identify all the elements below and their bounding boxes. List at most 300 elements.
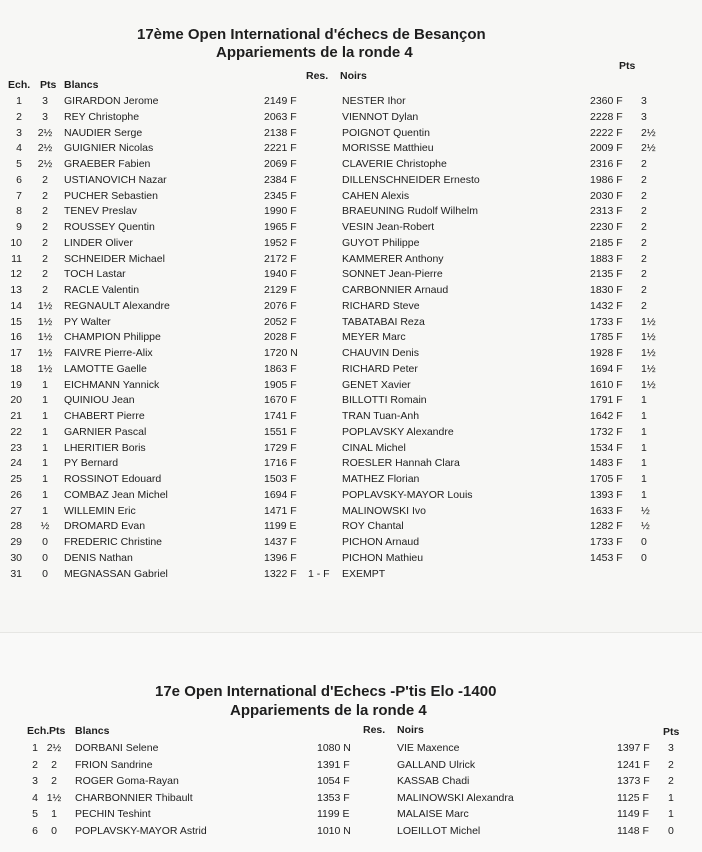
board-number: 8	[16, 205, 22, 218]
black-points: 2	[641, 221, 647, 233]
header-black-points: Pts	[619, 60, 636, 72]
table-row	[0, 142, 702, 158]
white-rating: 1940 F	[264, 268, 297, 281]
black-rating: 2009 F	[590, 142, 623, 155]
white-player: FRION Sandrine	[75, 758, 153, 771]
white-player: CHARBONNIER Thibault	[75, 791, 193, 804]
white-player: DENIS Nathan	[64, 551, 133, 564]
result: 1 - F	[308, 567, 330, 580]
white-player: REY Christophe	[64, 110, 140, 123]
white-player: GARNIER Pascal	[64, 425, 147, 438]
black-rating: 2135 F	[590, 268, 623, 281]
board-number: 31	[10, 567, 22, 580]
black-rating: 2228 F	[590, 110, 623, 123]
black-points: 1	[641, 425, 647, 438]
white-points: 0	[42, 551, 48, 564]
white-points: 3	[42, 95, 48, 107]
black-player: MALAISE Marc	[397, 808, 469, 821]
black-points: 1	[641, 473, 647, 485]
black-rating: 2185 F	[590, 236, 623, 249]
white-rating: 1010 N	[317, 825, 351, 837]
white-rating: 1054 F	[317, 775, 350, 788]
board-number: 28	[10, 520, 22, 533]
black-player: PICHON Mathieu	[342, 551, 424, 564]
table-row	[0, 457, 702, 473]
white-points: 1	[42, 410, 48, 422]
table-row	[0, 237, 702, 253]
board-number: 24	[10, 457, 22, 470]
board-number: 4	[32, 791, 38, 804]
black-rating: 2313 F	[590, 205, 623, 218]
white-points: 1	[42, 378, 48, 391]
white-player: QUINIOU Jean	[64, 394, 135, 407]
black-player: BILLOTTI Romain	[342, 394, 427, 407]
white-rating: 1905 F	[264, 378, 297, 391]
black-rating: 2230 F	[590, 221, 623, 233]
white-points: 2	[42, 236, 48, 249]
white-player: PECHIN Teshint	[75, 808, 151, 821]
black-player: DILLENSCHNEIDER Ernesto	[342, 173, 480, 186]
tournament-title-small: 17e Open International d'Echecs -P'tis Elo -1400	[155, 683, 497, 700]
black-points: 2	[641, 158, 647, 170]
table-row	[0, 568, 702, 584]
black-points: 2	[641, 205, 647, 218]
black-points: 0	[641, 551, 647, 564]
black-rating: 1785 F	[590, 331, 623, 344]
header-board: Ech.	[8, 79, 31, 91]
board-number: 29	[10, 536, 22, 548]
board-number: 23	[10, 441, 22, 454]
board-number: 7	[16, 189, 22, 202]
header-black: Noirs	[340, 70, 367, 82]
black-player: KASSAB Chadi	[397, 775, 470, 788]
table-row	[0, 363, 702, 379]
white-points: 1	[42, 457, 48, 470]
white-points: 3	[42, 110, 48, 123]
black-player: ROESLER Hannah Clara	[342, 457, 460, 470]
black-player: GUYOT Philippe	[342, 236, 420, 249]
table-row	[0, 394, 702, 410]
black-player: MATHEZ Florian	[342, 473, 420, 485]
black-rating: 1282 F	[590, 520, 623, 533]
table-row	[0, 505, 702, 521]
black-points: 2	[641, 236, 647, 249]
white-rating: 2076 F	[264, 299, 297, 312]
table-row	[0, 316, 702, 332]
table-row	[0, 284, 702, 300]
white-player: MEGNASSAN Gabriel	[64, 567, 168, 580]
header-black-small: Noirs	[397, 724, 424, 736]
board-number: 13	[10, 284, 22, 296]
black-rating: 1883 F	[590, 252, 623, 265]
black-player: VIE Maxence	[397, 742, 460, 754]
white-player: PUCHER Sebastien	[64, 189, 158, 202]
black-rating: 1732 F	[590, 425, 623, 438]
white-rating: 2052 F	[264, 315, 297, 328]
board-number: 25	[10, 473, 22, 485]
black-player: GENET Xavier	[342, 378, 411, 391]
white-rating: 2221 F	[264, 142, 297, 155]
board-number: 19	[10, 378, 22, 391]
black-player: CLAVERIE Christophe	[342, 158, 447, 170]
board-number: 15	[10, 315, 22, 328]
board-number: 2	[16, 110, 22, 123]
table-row	[0, 410, 702, 426]
white-points: 2	[42, 205, 48, 218]
black-points: ½	[641, 520, 650, 533]
black-points: 1	[641, 441, 647, 454]
black-player: PICHON Arnaud	[342, 536, 420, 548]
white-player: PY Walter	[64, 315, 111, 328]
header-result: Res.	[306, 70, 329, 82]
black-player: EXEMPT	[342, 567, 386, 580]
white-rating: 1199 E	[264, 520, 297, 533]
board-number: 3	[16, 126, 22, 139]
black-points: 1½	[641, 315, 656, 328]
board-number: 26	[10, 488, 22, 501]
white-points: 1	[42, 488, 48, 501]
black-points: 1	[641, 457, 647, 470]
black-points: 1½	[641, 331, 656, 344]
white-rating: 1391 F	[317, 758, 350, 771]
white-player: LAMOTTE Gaelle	[64, 362, 147, 375]
board-number: 30	[10, 551, 22, 564]
board-number: 14	[10, 299, 22, 312]
white-points: 2	[42, 268, 48, 281]
header-black-points-small: Pts	[663, 726, 680, 738]
black-rating: 1432 F	[590, 299, 623, 312]
black-points: 0	[641, 536, 647, 548]
black-points: 2	[641, 252, 647, 265]
header-board-small: Ech.	[27, 725, 50, 737]
white-player: GIRARDON Jerome	[64, 95, 159, 107]
table-row	[0, 111, 702, 127]
black-points: 1	[668, 808, 674, 821]
white-rating: 1396 F	[264, 551, 297, 564]
white-rating: 2028 F	[264, 331, 297, 344]
white-player: ROUSSEY Quentin	[64, 221, 155, 233]
table-row	[0, 205, 702, 221]
black-player: RICHARD Steve	[342, 299, 420, 312]
white-rating: 1863 F	[264, 362, 297, 375]
white-points: ½	[40, 520, 50, 533]
white-points: 1½	[37, 315, 53, 328]
black-points: 1½	[641, 347, 656, 359]
table-row	[0, 489, 702, 505]
black-rating: 1534 F	[590, 441, 623, 454]
table-row	[0, 331, 702, 347]
black-rating: 2360 F	[590, 95, 623, 107]
white-points: 2	[42, 252, 48, 265]
black-player: MEYER Marc	[342, 331, 406, 344]
white-rating: 1741 F	[264, 410, 297, 422]
board-number: 12	[10, 268, 22, 281]
header-white-small: Blancs	[75, 725, 110, 737]
black-player: POIGNOT Quentin	[342, 126, 430, 139]
tournament-title: 17ème Open International d'échecs de Besançon	[137, 26, 486, 43]
white-player: ROSSINOT Edouard	[64, 473, 162, 485]
black-player: CINAL Michel	[342, 441, 406, 454]
white-points: 2	[42, 221, 48, 233]
table-row	[0, 347, 702, 363]
board-number: 1	[16, 95, 22, 107]
white-player: COMBAZ Jean Michel	[64, 488, 168, 501]
black-points: 2	[641, 268, 647, 281]
white-rating: 1437 F	[264, 536, 297, 548]
white-player: SCHNEIDER Michael	[64, 252, 165, 265]
white-rating: 1670 F	[264, 394, 297, 407]
round-title-small: Appariements de la ronde 4	[230, 702, 427, 719]
board-number: 20	[10, 394, 22, 407]
white-rating: 1503 F	[264, 473, 297, 485]
table-row	[0, 253, 702, 269]
white-points: 1½	[46, 791, 62, 804]
white-rating: 1471 F	[264, 504, 297, 517]
white-points: 2	[51, 775, 57, 788]
white-points: 1½	[37, 362, 53, 375]
black-points: 2½	[641, 142, 656, 155]
table-row	[0, 825, 702, 841]
black-player: BRAEUNING Rudolf Wilhelm	[342, 205, 478, 218]
white-rating: 1965 F	[264, 221, 297, 233]
white-points: 2½	[46, 742, 62, 754]
black-points: 1	[641, 410, 647, 422]
white-rating: 2138 F	[264, 126, 297, 139]
black-player: RICHARD Peter	[342, 362, 418, 375]
board-number: 16	[10, 331, 22, 344]
black-rating: 2030 F	[590, 189, 623, 202]
white-player: FREDERIC Christine	[64, 536, 163, 548]
black-rating: 1149 F	[617, 808, 649, 821]
board-number: 27	[10, 504, 22, 517]
black-points: 1	[641, 488, 647, 501]
white-rating: 2149 F	[264, 95, 297, 107]
black-points: 3	[668, 742, 674, 754]
black-rating: 1733 F	[590, 315, 623, 328]
white-player: WILLEMIN Eric	[64, 504, 136, 517]
board-number: 10	[10, 236, 22, 249]
black-rating: 2222 F	[590, 126, 623, 139]
black-player: GALLAND Ulrick	[397, 758, 476, 771]
table-row	[0, 442, 702, 458]
black-points: 3	[641, 95, 647, 107]
table-row	[0, 742, 702, 758]
black-player: POPLAVSKY-MAYOR Louis	[342, 488, 473, 501]
white-player: LHERITIER Boris	[64, 441, 146, 454]
black-player: VESIN Jean-Robert	[342, 221, 435, 233]
header-white: Blancs	[64, 79, 99, 91]
black-player: CHAUVIN Denis	[342, 347, 420, 359]
black-points: 2	[668, 758, 674, 771]
white-player: CHABERT Pierre	[64, 410, 145, 422]
white-points: 2½	[37, 142, 53, 155]
table-row	[0, 426, 702, 442]
white-points: 2½	[37, 158, 53, 170]
white-player: RACLE Valentin	[64, 284, 140, 296]
black-rating: 1453 F	[590, 551, 623, 564]
table-row	[0, 268, 702, 284]
black-player: ROY Chantal	[342, 520, 404, 533]
black-points: 2	[641, 284, 647, 296]
white-points: 0	[42, 567, 48, 580]
white-rating: 1353 F	[317, 791, 350, 804]
white-points: 1	[51, 808, 57, 821]
white-rating: 2384 F	[264, 173, 297, 186]
white-rating: 2063 F	[264, 110, 297, 123]
header-result-small: Res.	[363, 724, 386, 736]
table-row	[0, 808, 702, 824]
white-player: TENEV Preslav	[64, 205, 137, 218]
board-number: 17	[10, 347, 22, 359]
white-rating: 1080 N	[317, 742, 351, 754]
black-player: SONNET Jean-Pierre	[342, 268, 443, 281]
board-number: 6	[32, 825, 38, 837]
table-row	[0, 174, 702, 190]
table-row	[0, 300, 702, 316]
white-rating: 1952 F	[264, 236, 297, 249]
black-rating: 2316 F	[590, 158, 623, 170]
board-number: 5	[16, 158, 22, 170]
black-player: KAMMERER Anthony	[342, 252, 444, 265]
table-row	[0, 158, 702, 174]
black-player: TABATABAI Reza	[342, 315, 425, 328]
board-number: 2	[32, 758, 38, 771]
white-player: POPLAVSKY-MAYOR Astrid	[75, 825, 207, 837]
white-player: ROGER Goma-Rayan	[75, 775, 179, 788]
table-row	[0, 127, 702, 143]
black-rating: 1241 F	[617, 758, 650, 771]
black-rating: 1830 F	[590, 284, 623, 296]
white-rating: 1551 F	[264, 425, 297, 438]
black-points: 2	[641, 189, 647, 202]
board-number: 3	[32, 775, 38, 788]
board-number: 21	[10, 410, 22, 422]
pairings-sheet-small	[0, 632, 702, 852]
white-player: LINDER Oliver	[64, 236, 133, 249]
black-player: CARBONNIER Arnaud	[342, 284, 449, 296]
black-points: 2	[641, 173, 647, 186]
white-player: FAIVRE Pierre-Alix	[64, 347, 153, 359]
black-points: 1½	[641, 362, 656, 375]
black-rating: 1694 F	[590, 362, 623, 375]
header-white-points: Pts	[40, 79, 57, 91]
white-rating: 2069 F	[264, 158, 297, 170]
table-row	[0, 473, 702, 489]
black-player: CAHEN Alexis	[342, 189, 410, 202]
black-rating: 1705 F	[590, 473, 623, 485]
table-row	[0, 792, 702, 808]
white-points: 1	[42, 473, 48, 485]
board-number: 22	[10, 425, 22, 438]
white-player: GUIGNIER Nicolas	[64, 142, 154, 155]
header-white-points-small: Pts	[49, 725, 66, 737]
white-rating: 1322 F	[264, 567, 297, 580]
black-points: ½	[641, 504, 650, 517]
black-player: NESTER Ihor	[342, 95, 406, 107]
board-number: 9	[16, 221, 22, 233]
black-points: 1½	[641, 378, 656, 391]
black-player: POPLAVSKY Alexandre	[342, 425, 454, 438]
board-number: 6	[16, 173, 22, 186]
white-rating: 1729 F	[264, 441, 297, 454]
black-points: 0	[668, 825, 674, 837]
white-rating: 2172 F	[264, 252, 297, 265]
white-points: 2	[42, 173, 48, 186]
black-rating: 1642 F	[590, 410, 623, 422]
table-row	[0, 95, 702, 111]
black-rating: 1397 F	[617, 742, 650, 754]
table-row	[0, 190, 702, 206]
table-row	[0, 221, 702, 237]
black-rating: 1633 F	[590, 504, 623, 517]
black-player: MALINOWSKI Ivo	[342, 504, 427, 517]
table-row	[0, 520, 702, 536]
black-points: 3	[641, 110, 647, 123]
black-player: TRAN Tuan-Anh	[342, 410, 420, 422]
black-rating: 1125 F	[617, 791, 649, 804]
white-player: REGNAULT Alexandre	[64, 299, 170, 312]
white-points: 1	[42, 394, 48, 407]
round-title: Appariements de la ronde 4	[216, 44, 413, 61]
black-rating: 1148 F	[617, 825, 649, 837]
white-player: EICHMANN Yannick	[64, 378, 160, 391]
white-points: 1	[42, 441, 48, 454]
table-row	[0, 379, 702, 395]
white-rating: 1199 E	[317, 808, 350, 821]
white-player: CHAMPION Philippe	[64, 331, 161, 344]
white-player: USTIANOVICH Nazar	[64, 173, 167, 186]
board-number: 1	[32, 742, 38, 754]
table-row	[0, 759, 702, 775]
white-points: 2½	[37, 126, 53, 139]
black-rating: 1393 F	[590, 488, 623, 501]
white-rating: 2345 F	[264, 189, 297, 202]
table-row	[0, 536, 702, 552]
board-number: 4	[16, 142, 22, 155]
table-row	[0, 775, 702, 791]
black-points: 1	[641, 394, 647, 407]
white-points: 0	[42, 536, 48, 548]
black-points: 1	[668, 791, 674, 804]
black-rating: 1928 F	[590, 347, 623, 359]
table-row	[0, 552, 702, 568]
white-player: DROMARD Evan	[64, 520, 146, 533]
white-points: 1½	[37, 347, 53, 359]
black-player: MALINOWSKI Alexandra	[397, 791, 514, 804]
black-rating: 1610 F	[590, 378, 623, 391]
board-number: 18	[10, 362, 22, 375]
white-player: NAUDIER Serge	[64, 126, 143, 139]
white-player: DORBANI Selene	[75, 742, 159, 754]
black-player: VIENNOT Dylan	[342, 110, 419, 123]
white-rating: 1990 F	[264, 205, 297, 218]
white-points: 2	[42, 284, 48, 296]
white-player: TOCH Lastar	[64, 268, 126, 281]
white-rating: 1720 N	[264, 347, 298, 359]
white-points: 0	[51, 825, 57, 837]
white-rating: 2129 F	[264, 284, 297, 296]
white-points: 2	[51, 758, 57, 771]
black-rating: 1733 F	[590, 536, 623, 548]
board-number: 5	[32, 808, 38, 821]
black-points: 2½	[641, 126, 656, 139]
black-points: 2	[668, 775, 674, 788]
white-points: 1	[42, 425, 48, 438]
board-number: 11	[11, 252, 22, 265]
black-points: 2	[641, 299, 647, 312]
white-points: 1½	[37, 299, 53, 312]
black-rating: 1986 F	[590, 173, 623, 186]
